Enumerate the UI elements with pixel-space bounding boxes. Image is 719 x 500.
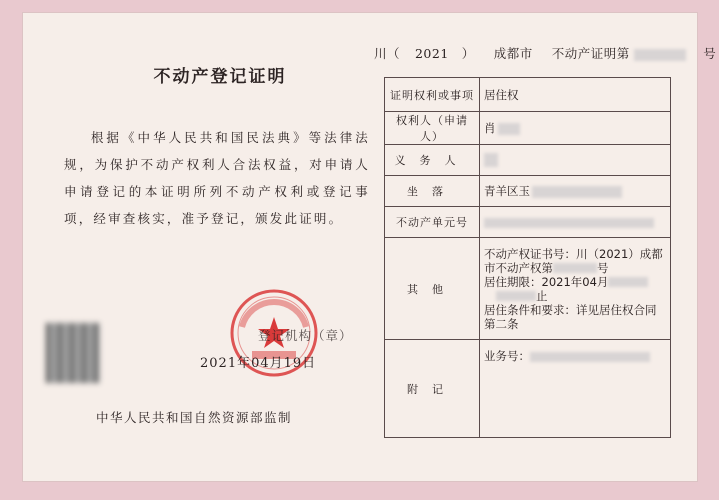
- table-row: [385, 340, 671, 438]
- other-details: 不动产权证书号：川（2021）成都 市不动产权第 号 居住期限：2021年04月 止 居住条件和要求：详见居住权合同 第二条: [480, 238, 671, 340]
- row-label: 坐落: [385, 176, 480, 207]
- redacted-property-cert: [553, 263, 597, 273]
- qr-code-blurred: [46, 323, 100, 383]
- redacted-name: [498, 123, 520, 135]
- redacted-obligor: [484, 153, 498, 167]
- registration-org-label: 登记机构（章）: [258, 328, 353, 343]
- certificate-number-line: 川（ 2021 ） 成都市 不动产证明第 号: [374, 46, 717, 61]
- row-value: 青羊区玉: [480, 176, 671, 207]
- row-value: [480, 145, 671, 176]
- cert-year: 2021: [414, 46, 449, 61]
- table-row: [385, 176, 671, 207]
- row-label: 义务人: [385, 145, 480, 176]
- supervise-line: 中华人民共和国自然资源部监制: [96, 410, 293, 425]
- table-row: [385, 112, 671, 145]
- redacted-business-number: [530, 352, 650, 362]
- redacted-period: [608, 277, 648, 287]
- table-row: [385, 207, 671, 238]
- cert-city: 成都市: [493, 46, 533, 61]
- paragraph-text: 根据《中华人民共和国民法典》等法律法规，为保护不动产权利人合法权益，对申请人申请登记的本证明所列不动产权利或登记事项，经审查核实，准予登记，颁发此证明。: [64, 130, 370, 226]
- issue-date: 2021年04月19日: [200, 356, 317, 371]
- redacted-unit-number: [484, 218, 654, 228]
- certificate-paragraph: [64, 124, 370, 232]
- table-row: [385, 145, 671, 176]
- row-label: 权利人（申请人）: [385, 112, 480, 145]
- row-value: [480, 207, 671, 238]
- redacted-cert-number: [634, 49, 686, 61]
- table-row: [385, 78, 671, 112]
- row-value: 肖: [480, 112, 671, 145]
- redacted-period-end: [496, 291, 536, 301]
- row-label: 其他: [385, 238, 480, 340]
- redacted-address: [532, 186, 622, 198]
- row-value: 业务号：: [480, 340, 671, 438]
- row-label: 附记: [385, 340, 480, 438]
- table-row: [385, 238, 671, 340]
- certificate-title: 不动产登记证明: [153, 67, 287, 87]
- row-value: 居住权: [480, 78, 671, 112]
- row-label: 证明权利或事项: [385, 78, 480, 112]
- info-table: [384, 77, 671, 438]
- row-label: 不动产单元号: [385, 207, 480, 238]
- cert-type: 不动产证明第: [551, 46, 630, 61]
